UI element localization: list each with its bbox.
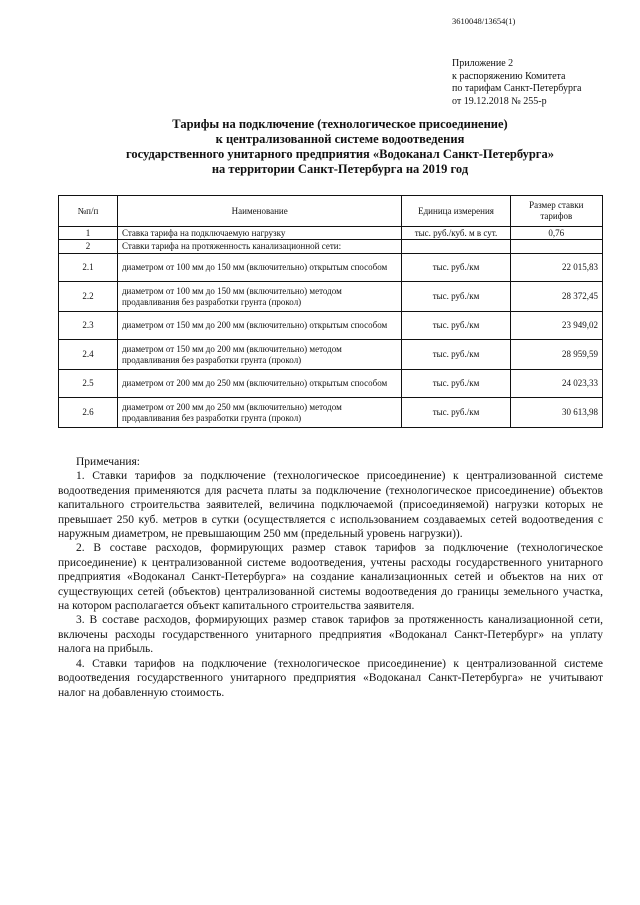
table-row [59, 370, 603, 398]
cell-unit: тыс. руб./км [402, 254, 510, 282]
table-row [59, 398, 603, 428]
cell-num: 2.5 [59, 370, 118, 398]
cell-name: диаметром от 150 мм до 200 мм (включительно) открытым способом [117, 312, 402, 340]
appendix-line: от 19.12.2018 № 255-р [452, 95, 547, 107]
note-item: 2. В составе расходов, формирующих размер ставок тарифов за подключение (технологическое присоединение) к централизованной системе водоотведения, учтены расходы государственного унитарного предприятия «Водоканал Санкт-Петербурга» на создание канализационных сетей и объектов на них от существующих сетей (объектов) централизованной системы водоотведения до границы земельного участка, на котором располагается объект капитального строительства заявителя. [58, 542, 603, 613]
document-title [60, 117, 620, 177]
cell-num: 2.4 [59, 340, 118, 370]
cell-num: 2.1 [59, 254, 118, 282]
appendix-line: по тарифам Санкт-Петербурга [452, 83, 582, 94]
appendix-header [452, 58, 581, 108]
cell-name: диаметром от 150 мм до 200 мм (включительно) методом продавливания без разработки грунта (прокол) [117, 340, 402, 370]
table-row [59, 254, 603, 282]
notes-heading: Примечания: [76, 456, 140, 468]
appendix-line: Приложение 2 [452, 58, 514, 69]
cell-unit: тыс. руб./км [402, 398, 510, 428]
table-row [59, 227, 603, 240]
cell-rate [510, 240, 602, 254]
note-item: 3. В составе расходов, формирующих размер ставок тарифов за протяженность канализационной сети, включены расходы государственного унитарного предприятия «Водоканал Санкт-Петербург» на уплату налога на прибыль. [58, 614, 603, 656]
table-row [59, 240, 603, 254]
cell-num: 1 [59, 227, 118, 240]
note-item: 4. Ставки тарифов на подключение (технологическое присоединение) к централизованной системе водоотведения государственного унитарного предприятия «Водоканал Санкт-Петербурга» не учитывают налог на добавленную стоимость. [58, 657, 603, 699]
cell-name: диаметром от 100 мм до 150 мм (включительно) открытым способом [117, 254, 402, 282]
cell-unit: тыс. руб./км [402, 370, 510, 398]
cell-name: Ставки тарифа на протяженность канализационной сети: [117, 240, 402, 254]
table-header-row [59, 196, 603, 227]
cell-rate: 30 613,98 [510, 398, 602, 428]
cell-unit: тыс. руб./км [402, 282, 510, 312]
document-id: 3610048/13654(1) [452, 16, 516, 26]
cell-rate: 23 949,02 [510, 312, 602, 340]
title-line: к централизованной системе водоотведения [215, 132, 465, 146]
header-num: №п/п [59, 196, 118, 227]
header-name: Наименование [117, 196, 402, 227]
cell-rate: 22 015,83 [510, 254, 602, 282]
appendix-line: к распоряжению Комитета [452, 70, 566, 82]
cell-rate: 28 372,45 [510, 282, 602, 312]
notes-section [58, 455, 603, 700]
cell-unit: тыс. руб./км [402, 312, 510, 340]
cell-unit: тыс. руб./куб. м в сут. [402, 227, 510, 240]
cell-rate: 28 959,59 [510, 340, 602, 370]
cell-num: 2.3 [59, 312, 118, 340]
cell-num: 2.2 [59, 282, 118, 312]
cell-rate: 0,76 [510, 227, 602, 240]
title-line: на территории Санкт-Петербурга на 2019 год [211, 162, 469, 176]
title-line: государственного унитарного предприятия «Водоканал Санкт-Петербурга» [126, 147, 554, 161]
table-row [59, 340, 603, 370]
cell-name: диаметром от 200 мм до 250 мм (включительно) открытым способом [117, 370, 402, 398]
header-rate: Размер ставки тарифов [510, 196, 602, 227]
cell-unit: тыс. руб./км [402, 340, 510, 370]
tariff-table [58, 195, 603, 428]
title-line: Тарифы на подключение (технологическое присоединение) [172, 117, 508, 131]
table-row [59, 282, 603, 312]
table-row [59, 312, 603, 340]
cell-name: диаметром от 200 мм до 250 мм (включительно) методом продавливания без разработки грунта (прокол) [117, 398, 402, 428]
cell-rate: 24 023,33 [510, 370, 602, 398]
header-unit: Единица измерения [402, 196, 510, 227]
cell-unit [402, 240, 510, 254]
cell-num: 2 [59, 240, 118, 254]
cell-name: Ставка тарифа на подключаемую нагрузку [117, 227, 402, 240]
note-item: 1. Ставки тарифов за подключение (технологическое присоединение) к централизованной системе водоотведения применяются для расчета платы за подключение (технологическое присоединение) объектов капитального строительства заявителей, величина подключаемой (присоединяемой) нагрузки которых не превышает 250 куб. метров в сутки (осуществляется с использованием создаваемых сетей водоотведения с наружным диаметром, не превышающим 250 мм (предельный уровень нагрузки)). [58, 470, 603, 541]
cell-num: 2.6 [59, 398, 118, 428]
cell-name: диаметром от 100 мм до 150 мм (включительно) методом продавливания без разработки грунта (прокол) [117, 282, 402, 312]
